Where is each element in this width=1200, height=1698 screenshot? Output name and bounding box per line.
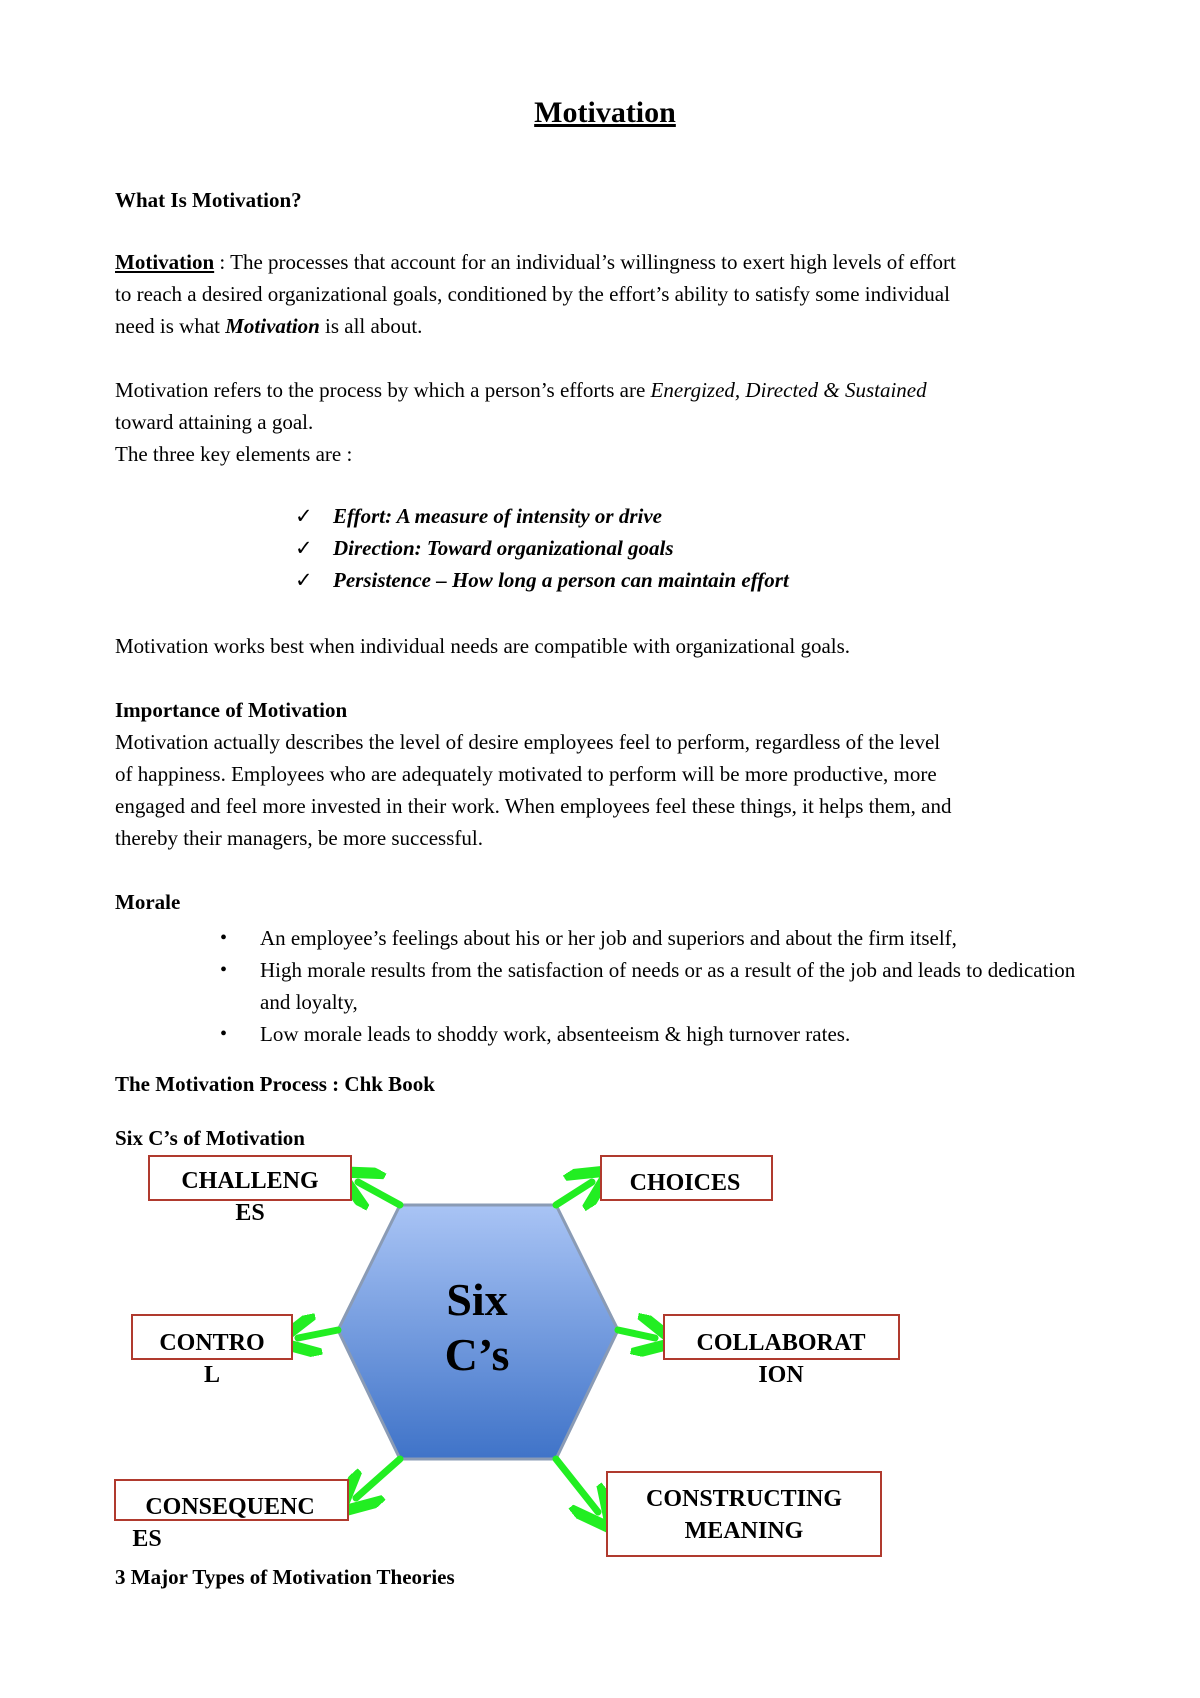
box-challenges [149, 1156, 351, 1226]
list-item-text: Direction: Toward organizational goals [333, 536, 674, 560]
hexagon-label-line1: Six [446, 1274, 508, 1325]
page-title: Motivation [534, 96, 676, 129]
bullet-icon: • [220, 959, 228, 981]
checkmark-icon: ✓ [295, 568, 313, 592]
list-item-text: Persistence – How long a person can maintain effort [333, 568, 789, 592]
box-control-line1: CONTRO [159, 1330, 265, 1356]
arrow-choices [556, 1182, 592, 1205]
box-consequences-line2: ES [132, 1526, 162, 1552]
list-item-text: Low morale leads to shoddy work, absenteeism & high turnover rates. [260, 1022, 851, 1046]
box-consequences-line1: CONSEQUENC [145, 1494, 315, 1520]
arrow-collaboration [618, 1330, 655, 1338]
box-control-line2: L [203, 1362, 221, 1388]
box-challenges-line2: ES [235, 1200, 265, 1226]
definition-line3-term: Motivation [225, 314, 320, 338]
hexagon-label-line2: C’s [444, 1329, 510, 1380]
box-constructing-meaning [607, 1472, 881, 1556]
section-heading-what-is: What Is Motivation? [115, 188, 302, 212]
box-collaboration-line2: ION [758, 1362, 804, 1388]
box-choices-line1: CHOICES [629, 1170, 741, 1196]
arrow-challenges [358, 1182, 400, 1205]
importance-line: engaged and feel more invested in their work. When employees feel these things, it helps them, and [115, 794, 952, 818]
box-collaboration [664, 1315, 899, 1388]
box-collaboration-line1: COLLABORAT [696, 1330, 866, 1356]
bullet-icon: • [220, 1023, 228, 1045]
checkmark-icon: ✓ [295, 504, 313, 528]
box-challenges-line1: CHALLENG [181, 1168, 319, 1194]
arrow-control [298, 1330, 338, 1338]
definition-term: Motivation [115, 250, 215, 274]
process-heading: The Motivation Process : Chk Book [115, 1072, 435, 1096]
process-line1-italic: Energized, Directed & Sustained [650, 378, 927, 402]
bullet-icon: • [220, 927, 228, 949]
process-line1-pre: Motivation refers to the process by which a person’s efforts are [115, 378, 651, 402]
box-constructing-meaning-line1: CONSTRUCTING [645, 1486, 843, 1512]
six-cs-heading: Six C’s of Motivation [115, 1126, 305, 1150]
importance-line: thereby their managers, be more successful. [115, 826, 483, 850]
list-item-text: An employee’s feelings about his or her job and superiors and about the firm itself, [260, 926, 957, 950]
definition-line2: to reach a desired organizational goals, conditioned by the effort’s ability to satisfy some individual [115, 282, 950, 306]
box-constructing-meaning-line2: MEANING [684, 1518, 804, 1544]
list-item-text: High morale results from the satisfaction of needs or as a result of the job and leads to dedication and loyalty, [260, 958, 1076, 1014]
key-elements-intro: The three key elements are : [115, 442, 353, 466]
definition-line3-post: is all about. [319, 314, 423, 338]
importance-heading: Importance of Motivation [115, 698, 348, 722]
importance-line: Motivation actually describes the level of desire employees feel to perform, regardless of the level [115, 730, 941, 754]
definition-line3-pre: need is what [115, 314, 226, 338]
box-consequences [115, 1480, 348, 1552]
process-line2: toward attaining a goal. [115, 410, 314, 434]
morale-heading: Morale [115, 890, 181, 914]
theories-heading: 3 Major Types of Motivation Theories [115, 1565, 455, 1589]
importance-line: of happiness. Employees who are adequately motivated to perform will be more productive, more [115, 762, 937, 786]
compatibility-paragraph: Motivation works best when individual needs are compatible with organizational goals. [115, 634, 851, 658]
checkmark-icon: ✓ [295, 536, 313, 560]
arrow-constructing-meaning [556, 1459, 598, 1512]
list-item-text: Effort: A measure of intensity or drive [333, 504, 663, 528]
box-control [132, 1315, 292, 1388]
box-choices [601, 1156, 772, 1200]
definition-line1: : The processes that account for an individual’s willingness to exert high levels of effort [214, 250, 956, 274]
arrow-consequences [356, 1459, 400, 1498]
